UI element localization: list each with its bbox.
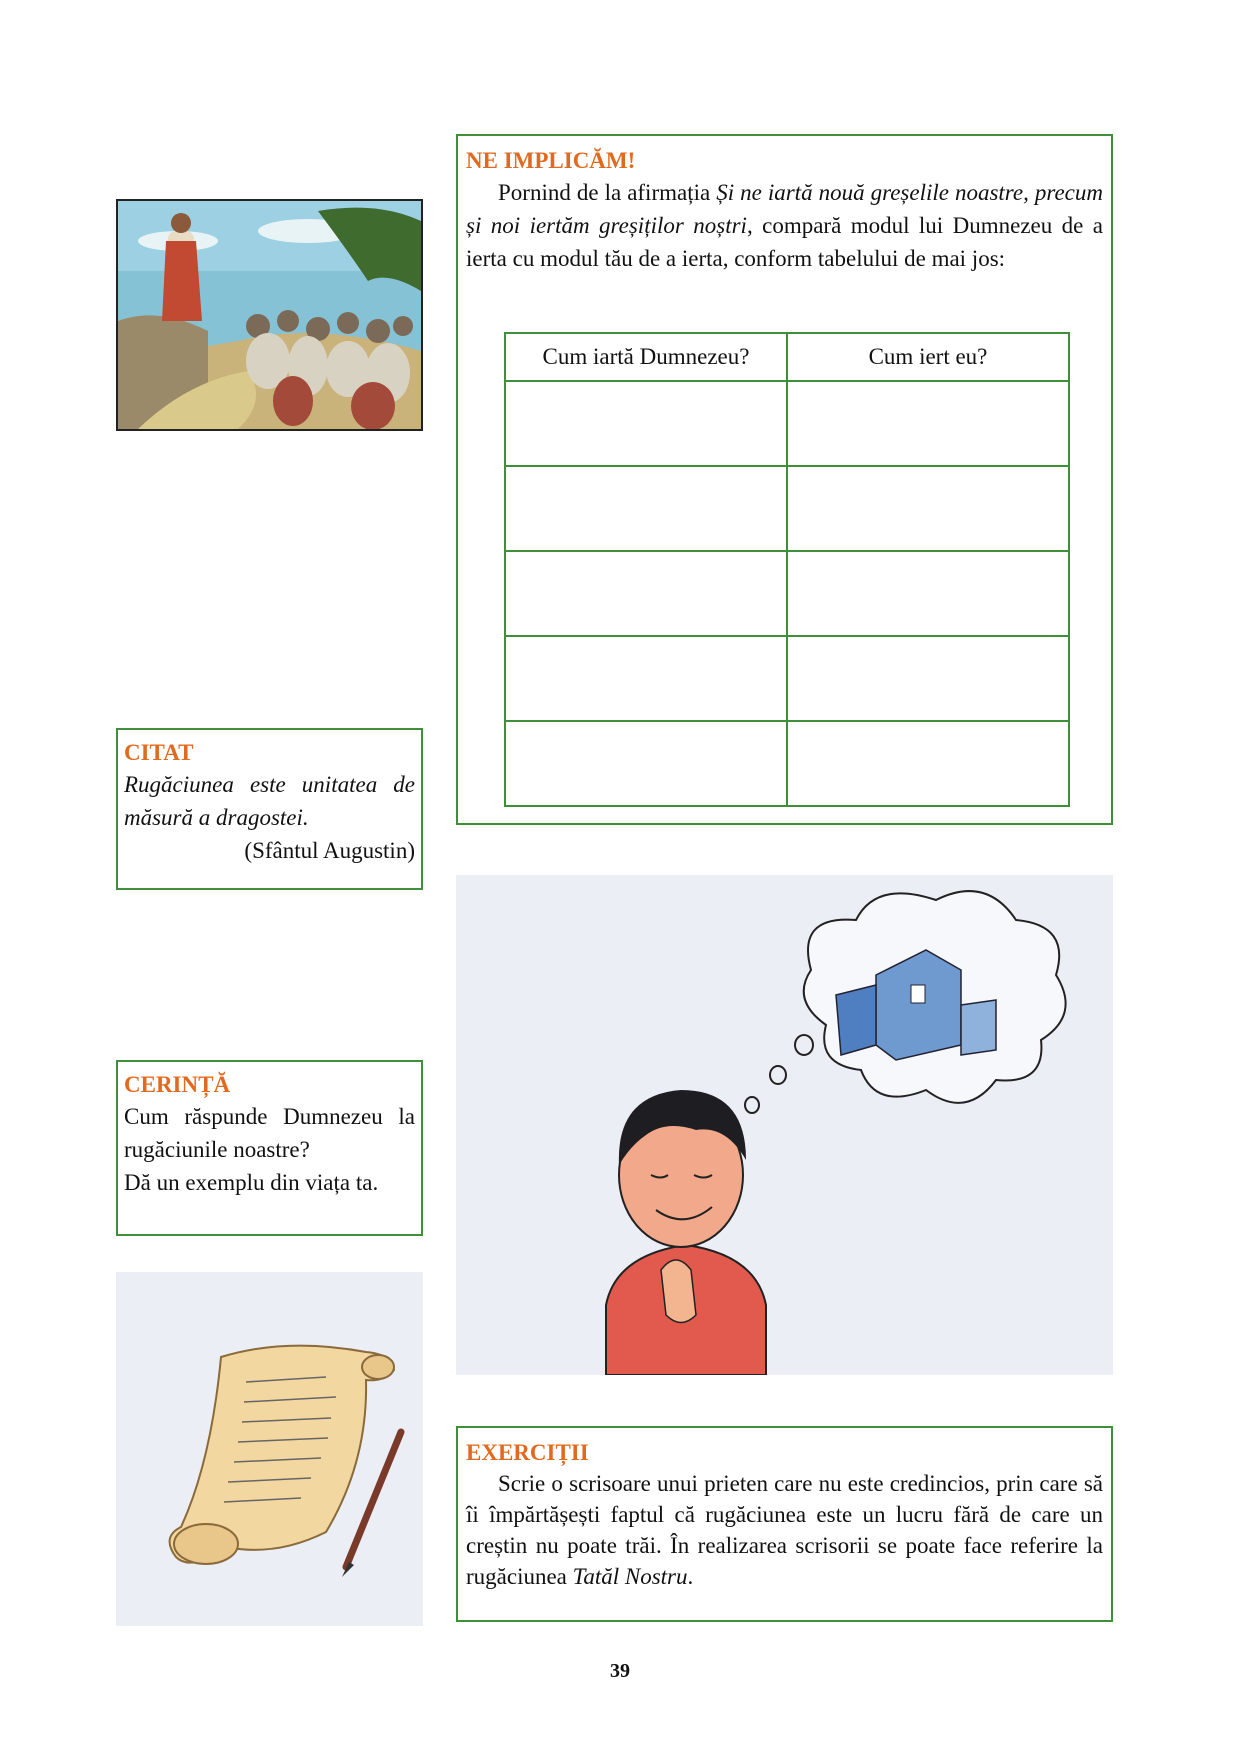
exercises-instructions: [466, 1468, 1103, 1592]
table-cell[interactable]: [787, 381, 1069, 466]
involve-heading: NE IMPLICĂM!: [466, 148, 636, 173]
table-cell[interactable]: [505, 721, 787, 806]
table-cell[interactable]: [787, 636, 1069, 721]
involve-prayer-quote: Și ne iartă nouă greșelile noastre, precum și noi iertăm greșiților noștri: [466, 180, 1103, 238]
involve-intro-start: Pornind de la afirmația: [498, 180, 717, 205]
requirement-question: Cum răspunde Dumnezeu la rugăciunile noastre?: [124, 1104, 415, 1162]
table-cell[interactable]: [505, 466, 787, 551]
table-cell[interactable]: [787, 466, 1069, 551]
header-how-god-forgives: Cum iartă Dumnezeu?: [505, 333, 787, 381]
table-cell[interactable]: [505, 381, 787, 466]
forgiveness-comparison-table: [504, 332, 1070, 807]
quote-author: (Sfântul Augustin): [244, 838, 415, 863]
table-cell[interactable]: [787, 551, 1069, 636]
requirement-task: Dă un exemplu din viața ta.: [124, 1170, 379, 1195]
quote-section: [116, 728, 423, 890]
table-row: [505, 551, 1069, 636]
exercises-prayer-name: Tatăl Nostru: [572, 1564, 688, 1589]
table-row: [505, 466, 1069, 551]
exercises-text-start: Scrie o scrisoare unui prieten care nu este credincios, prin care să îi împărtășești faptul că rugăciunea este un lucru fără de care un creștin nu poate trăi. În realizarea scrisorii se poate face referire la rugăciunea: [466, 1471, 1103, 1589]
exercises-text-end: .: [687, 1564, 694, 1589]
illustration-boy-praying: [456, 875, 1113, 1375]
involve-instructions: [466, 176, 1103, 275]
table-cell[interactable]: [505, 551, 787, 636]
table-row: [505, 721, 1069, 806]
illustration-scroll-letter: [116, 1272, 423, 1626]
quote-heading: CITAT: [124, 740, 194, 765]
table-row: [505, 381, 1069, 466]
table-cell[interactable]: [787, 721, 1069, 806]
involve-section: [456, 134, 1113, 825]
requirement-section: [116, 1060, 423, 1236]
requirement-heading: CERINȚĂ: [124, 1072, 231, 1097]
table-row: [505, 636, 1069, 721]
exercises-section: [456, 1426, 1113, 1622]
quote-text: Rugăciunea este unitatea de măsură a dragostei.: [124, 772, 415, 830]
table-cell[interactable]: [505, 636, 787, 721]
table-header-row: [505, 333, 1069, 381]
page-number: 39: [610, 1660, 630, 1682]
header-how-i-forgive: Cum iert eu?: [787, 333, 1069, 381]
exercises-heading: EXERCIȚII: [466, 1440, 589, 1465]
illustration-jesus-preaching: [116, 199, 423, 431]
involve-intro-end: , compară modul lui Dumnezeu de a ierta cu modul tău de a ierta, conform tabelului de mai jos:: [466, 213, 1104, 271]
